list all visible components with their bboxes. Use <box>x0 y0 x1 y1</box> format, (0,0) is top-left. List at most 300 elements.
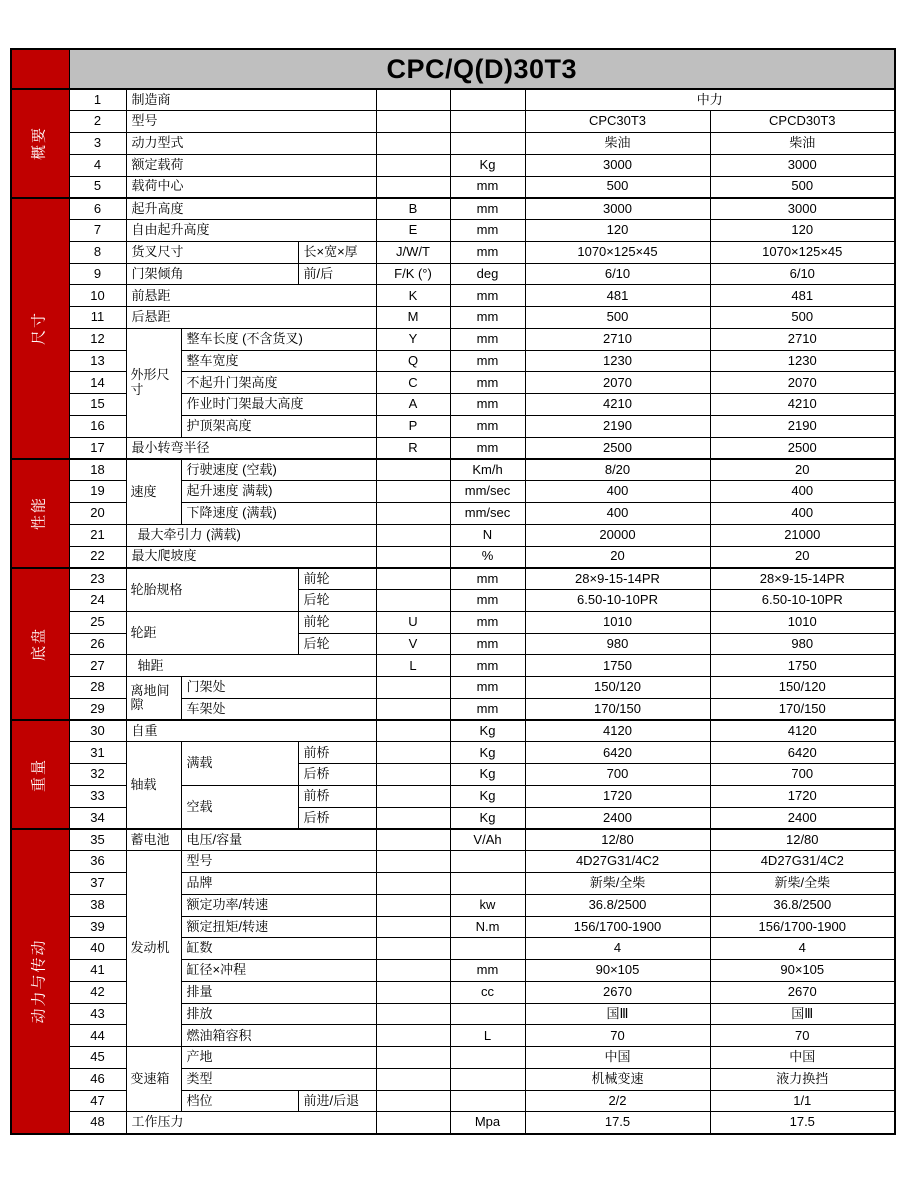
unit-cell: mm <box>450 285 525 307</box>
symbol-cell: C <box>376 372 450 394</box>
unit-cell <box>450 1090 525 1112</box>
table-row <box>11 611 895 633</box>
row-number: 30 <box>69 720 126 742</box>
symbol-cell: U <box>376 611 450 633</box>
value-cpcd30t3: 1070×125×45 <box>710 241 895 263</box>
spec-name: 额定载荷 <box>126 154 376 176</box>
unit-cell: Kg <box>450 742 525 764</box>
value-cpcd30t3: 1010 <box>710 611 895 633</box>
symbol-cell: M <box>376 307 450 329</box>
unit-cell: mm <box>450 655 525 677</box>
section-label-text: 尺寸 <box>30 311 48 346</box>
symbol-cell: Q <box>376 350 450 372</box>
table-row <box>11 133 895 155</box>
spec-name: 动力型式 <box>126 133 376 155</box>
row-number: 35 <box>69 829 126 851</box>
value-cpcd30t3: 3000 <box>710 198 895 220</box>
row-number: 4 <box>69 154 126 176</box>
value-cpc30t3: 2400 <box>525 807 710 829</box>
group-label: 轮胎规格 <box>126 568 298 612</box>
value-cpcd30t3: 6.50-10-10PR <box>710 590 895 612</box>
symbol-cell <box>376 524 450 546</box>
value-cpc30t3: 2/2 <box>525 1090 710 1112</box>
value-cpcd30t3: 20 <box>710 546 895 568</box>
value-cpcd30t3: 中国 <box>710 1047 895 1069</box>
value-cpcd30t3: 液力换挡 <box>710 1068 895 1090</box>
value-cpcd30t3: 17.5 <box>710 1112 895 1134</box>
unit-cell: mm/sec <box>450 481 525 503</box>
title-row <box>11 49 895 89</box>
spec-name: 货叉尺寸 <box>126 241 298 263</box>
unit-cell: L <box>450 1025 525 1047</box>
unit-cell: deg <box>450 263 525 285</box>
subgroup-label: 空载 <box>181 786 298 830</box>
unit-cell: mm <box>450 677 525 699</box>
unit-cell <box>450 89 525 111</box>
section-label-text: 性能 <box>30 496 48 531</box>
row-number: 33 <box>69 786 126 808</box>
symbol-cell <box>376 481 450 503</box>
spec-name: 型号 <box>126 111 376 133</box>
unit-cell <box>450 851 525 873</box>
table-row <box>11 655 895 677</box>
value-cpc30t3: 3000 <box>525 154 710 176</box>
symbol-cell: P <box>376 415 450 437</box>
value-cpc30t3: 500 <box>525 307 710 329</box>
unit-cell: mm <box>450 220 525 242</box>
unit-cell: N <box>450 524 525 546</box>
spec-name: 门架处 <box>181 677 376 699</box>
value-cpcd30t3: 1/1 <box>710 1090 895 1112</box>
table-row <box>11 89 895 111</box>
symbol-cell <box>376 981 450 1003</box>
value-cpc30t3: 4 <box>525 938 710 960</box>
value-cpc30t3: 国Ⅲ <box>525 1003 710 1025</box>
symbol-cell <box>376 176 450 198</box>
spec-name: 行驶速度 (空载) <box>181 459 376 481</box>
value-cpc30t3: CPC30T3 <box>525 111 710 133</box>
value-cpcd30t3: 2400 <box>710 807 895 829</box>
value-cpcd30t3: 400 <box>710 481 895 503</box>
symbol-cell <box>376 786 450 808</box>
unit-cell: mm <box>450 960 525 982</box>
unit-cell: mm <box>450 307 525 329</box>
unit-cell <box>450 873 525 895</box>
symbol-cell <box>376 764 450 786</box>
unit-cell: Kg <box>450 786 525 808</box>
value-cpc30t3: 17.5 <box>525 1112 710 1134</box>
row-number: 7 <box>69 220 126 242</box>
symbol-cell: E <box>376 220 450 242</box>
spec-name: 门架倾角 <box>126 263 298 285</box>
spec-name: 自重 <box>126 720 376 742</box>
corner-cell <box>11 49 69 89</box>
value-cpcd30t3: 新柴/全柴 <box>710 873 895 895</box>
value-cpc30t3: 1070×125×45 <box>525 241 710 263</box>
value-cpc30t3: 6/10 <box>525 263 710 285</box>
spec-name: 缸径×冲程 <box>181 960 376 982</box>
unit-cell: Kg <box>450 154 525 176</box>
table-row <box>11 829 895 851</box>
value-cpc30t3: 20000 <box>525 524 710 546</box>
symbol-cell <box>376 568 450 590</box>
value-cpcd30t3: 6/10 <box>710 263 895 285</box>
section-label <box>11 720 69 829</box>
value-cpcd30t3: 4210 <box>710 394 895 416</box>
row-number: 22 <box>69 546 126 568</box>
symbol-cell <box>376 89 450 111</box>
value-cpc30t3: 4210 <box>525 394 710 416</box>
value-cpc30t3: 2500 <box>525 437 710 459</box>
unit-cell: mm <box>450 590 525 612</box>
row-number: 9 <box>69 263 126 285</box>
unit-cell <box>450 938 525 960</box>
spec-name: 起升高度 <box>126 198 376 220</box>
spec-name: 不起升门架高度 <box>181 372 376 394</box>
value-cpcd30t3: 156/1700-1900 <box>710 916 895 938</box>
symbol-cell <box>376 1047 450 1069</box>
spec-name: 额定功率/转速 <box>181 894 376 916</box>
value-cpcd30t3: 1720 <box>710 786 895 808</box>
symbol-cell: B <box>376 198 450 220</box>
spec-name: 自由起升高度 <box>126 220 376 242</box>
row-number: 5 <box>69 176 126 198</box>
spec-name: 最小转弯半径 <box>126 437 376 459</box>
value-cpc30t3: 2190 <box>525 415 710 437</box>
value-cpcd30t3: 1750 <box>710 655 895 677</box>
value-cpcd30t3: 国Ⅲ <box>710 1003 895 1025</box>
row-number: 20 <box>69 503 126 525</box>
value-cpc30t3: 150/120 <box>525 677 710 699</box>
unit-cell: mm <box>450 437 525 459</box>
table-row <box>11 720 895 742</box>
row-number: 26 <box>69 633 126 655</box>
symbol-cell <box>376 938 450 960</box>
row-number: 27 <box>69 655 126 677</box>
value-cpcd30t3: 500 <box>710 307 895 329</box>
value-cpc30t3: 2070 <box>525 372 710 394</box>
spec-name: 产地 <box>181 1047 376 1069</box>
value-cpc30t3: 1750 <box>525 655 710 677</box>
value-cpcd30t3: 980 <box>710 633 895 655</box>
row-number: 34 <box>69 807 126 829</box>
unit-cell: kw <box>450 894 525 916</box>
symbol-cell <box>376 720 450 742</box>
unit-cell: Mpa <box>450 1112 525 1134</box>
spec-name: 排放 <box>181 1003 376 1025</box>
value-cpcd30t3: 3000 <box>710 154 895 176</box>
symbol-cell: J/W/T <box>376 241 450 263</box>
value-cpc30t3: 36.8/2500 <box>525 894 710 916</box>
spec-name: 额定扭矩/转速 <box>181 916 376 938</box>
value-cpcd30t3: 4D27G31/4C2 <box>710 851 895 873</box>
symbol-cell <box>376 851 450 873</box>
table-row <box>11 220 895 242</box>
value-cpc30t3: 120 <box>525 220 710 242</box>
value-cpc30t3: 新柴/全柴 <box>525 873 710 895</box>
spec-name: 品牌 <box>181 873 376 895</box>
unit-cell: N.m <box>450 916 525 938</box>
spec-name: 最大牵引力 (满载) <box>126 524 376 546</box>
unit-cell: mm <box>450 611 525 633</box>
sub-label: 前轮 <box>298 611 376 633</box>
symbol-cell <box>376 916 450 938</box>
row-number: 1 <box>69 89 126 111</box>
spec-name: 工作压力 <box>126 1112 376 1134</box>
unit-cell: Kg <box>450 764 525 786</box>
value-cpcd30t3: 500 <box>710 176 895 198</box>
row-number: 11 <box>69 307 126 329</box>
symbol-cell <box>376 742 450 764</box>
row-number: 43 <box>69 1003 126 1025</box>
value-cpcd30t3: 6420 <box>710 742 895 764</box>
symbol-cell: R <box>376 437 450 459</box>
unit-cell: % <box>450 546 525 568</box>
group-label: 发动机 <box>126 851 181 1047</box>
row-number: 21 <box>69 524 126 546</box>
value-cpc30t3: 400 <box>525 481 710 503</box>
row-number: 36 <box>69 851 126 873</box>
unit-cell: mm <box>450 394 525 416</box>
sub-label: 前进/后退 <box>298 1090 376 1112</box>
value-cpcd30t3: 28×9-15-14PR <box>710 568 895 590</box>
spec-name: 缸数 <box>181 938 376 960</box>
value-cpcd30t3: 481 <box>710 285 895 307</box>
row-number: 46 <box>69 1068 126 1090</box>
value-cpc30t3: 1720 <box>525 786 710 808</box>
symbol-cell: A <box>376 394 450 416</box>
symbol-cell <box>376 1112 450 1134</box>
section-label <box>11 459 69 568</box>
table-row <box>11 742 895 764</box>
page-title: CPC/Q(D)30T3 <box>69 49 895 89</box>
row-number: 29 <box>69 698 126 720</box>
value-cpc30t3: 481 <box>525 285 710 307</box>
value-cpcd30t3: 150/120 <box>710 677 895 699</box>
symbol-cell <box>376 503 450 525</box>
value-cpc30t3: 机械变速 <box>525 1068 710 1090</box>
symbol-cell <box>376 960 450 982</box>
table-row <box>11 307 895 329</box>
spec-name: 类型 <box>181 1068 376 1090</box>
value-cpc30t3: 中国 <box>525 1047 710 1069</box>
value-cpc30t3: 1010 <box>525 611 710 633</box>
symbol-cell <box>376 1090 450 1112</box>
row-number: 42 <box>69 981 126 1003</box>
value-cpc30t3: 980 <box>525 633 710 655</box>
table-row <box>11 524 895 546</box>
unit-cell: mm <box>450 328 525 350</box>
value-cpc30t3: 12/80 <box>525 829 710 851</box>
row-number: 38 <box>69 894 126 916</box>
symbol-cell: K <box>376 285 450 307</box>
unit-cell: mm <box>450 415 525 437</box>
group-label: 轮距 <box>126 611 298 655</box>
symbol-cell <box>376 698 450 720</box>
value-both-models: 中力 <box>525 89 895 111</box>
value-cpcd30t3: 2500 <box>710 437 895 459</box>
value-cpc30t3: 28×9-15-14PR <box>525 568 710 590</box>
section-label <box>11 568 69 720</box>
symbol-cell <box>376 829 450 851</box>
table-row <box>11 285 895 307</box>
value-cpcd30t3: CPCD30T3 <box>710 111 895 133</box>
row-number: 48 <box>69 1112 126 1134</box>
row-number: 40 <box>69 938 126 960</box>
group-label: 速度 <box>126 459 181 524</box>
section-label-text: 底盘 <box>30 627 48 662</box>
subgroup-label: 满载 <box>181 742 298 786</box>
spec-name: 护顶架高度 <box>181 415 376 437</box>
value-cpc30t3: 4D27G31/4C2 <box>525 851 710 873</box>
group-label: 变速箱 <box>126 1047 181 1112</box>
value-cpc30t3: 柴油 <box>525 133 710 155</box>
section-label <box>11 89 69 198</box>
table-row <box>11 459 895 481</box>
symbol-cell <box>376 1003 450 1025</box>
table-row <box>11 568 895 590</box>
value-cpcd30t3: 1230 <box>710 350 895 372</box>
value-cpcd30t3: 120 <box>710 220 895 242</box>
sub-label: 后桥 <box>298 807 376 829</box>
table-row <box>11 328 895 350</box>
section-label <box>11 829 69 1134</box>
table-row <box>11 546 895 568</box>
row-number: 8 <box>69 241 126 263</box>
section-label <box>11 198 69 459</box>
row-number: 3 <box>69 133 126 155</box>
row-number: 13 <box>69 350 126 372</box>
spec-name: 排量 <box>181 981 376 1003</box>
row-number: 47 <box>69 1090 126 1112</box>
value-cpc30t3: 170/150 <box>525 698 710 720</box>
symbol-cell <box>376 459 450 481</box>
spec-name: 电压/容量 <box>181 829 376 851</box>
row-number: 31 <box>69 742 126 764</box>
table-row <box>11 1047 895 1069</box>
row-number: 32 <box>69 764 126 786</box>
value-cpc30t3: 4120 <box>525 720 710 742</box>
row-number: 19 <box>69 481 126 503</box>
value-cpcd30t3: 4 <box>710 938 895 960</box>
value-cpc30t3: 6420 <box>525 742 710 764</box>
unit-cell: mm <box>450 568 525 590</box>
value-cpcd30t3: 700 <box>710 764 895 786</box>
value-cpc30t3: 8/20 <box>525 459 710 481</box>
row-number: 39 <box>69 916 126 938</box>
table-row <box>11 176 895 198</box>
sub-label: 长×宽×厚 <box>298 241 376 263</box>
value-cpc30t3: 400 <box>525 503 710 525</box>
sub-label: 后轮 <box>298 633 376 655</box>
spec-name: 车架处 <box>181 698 376 720</box>
symbol-cell: Y <box>376 328 450 350</box>
group-label: 蓄电池 <box>126 829 181 851</box>
row-number: 23 <box>69 568 126 590</box>
spec-name: 起升速度 满载) <box>181 481 376 503</box>
value-cpc30t3: 20 <box>525 546 710 568</box>
value-cpcd30t3: 36.8/2500 <box>710 894 895 916</box>
value-cpcd30t3: 4120 <box>710 720 895 742</box>
symbol-cell: L <box>376 655 450 677</box>
value-cpcd30t3: 400 <box>710 503 895 525</box>
table-row <box>11 241 895 263</box>
row-number: 45 <box>69 1047 126 1069</box>
value-cpc30t3: 2710 <box>525 328 710 350</box>
spec-name: 制造商 <box>126 89 376 111</box>
row-number: 17 <box>69 437 126 459</box>
unit-cell: mm <box>450 698 525 720</box>
section-label-text: 动力与传动 <box>30 938 48 1024</box>
row-number: 10 <box>69 285 126 307</box>
spec-name: 档位 <box>181 1090 298 1112</box>
symbol-cell: F/K (°) <box>376 263 450 285</box>
value-cpcd30t3: 20 <box>710 459 895 481</box>
row-number: 16 <box>69 415 126 437</box>
symbol-cell <box>376 1068 450 1090</box>
spec-name: 燃油箱容积 <box>181 1025 376 1047</box>
value-cpcd30t3: 170/150 <box>710 698 895 720</box>
row-number: 24 <box>69 590 126 612</box>
spec-name: 整车长度 (不含货叉) <box>181 328 376 350</box>
unit-cell <box>450 1047 525 1069</box>
sub-label: 后桥 <box>298 764 376 786</box>
spec-name: 下降速度 (满载) <box>181 503 376 525</box>
row-number: 44 <box>69 1025 126 1047</box>
value-cpc30t3: 2670 <box>525 981 710 1003</box>
value-cpc30t3: 70 <box>525 1025 710 1047</box>
spec-name: 整车宽度 <box>181 350 376 372</box>
symbol-cell <box>376 677 450 699</box>
row-number: 15 <box>69 394 126 416</box>
symbol-cell <box>376 546 450 568</box>
value-cpc30t3: 156/1700-1900 <box>525 916 710 938</box>
unit-cell: mm <box>450 372 525 394</box>
sub-label: 前/后 <box>298 263 376 285</box>
table-row <box>11 851 895 873</box>
spec-name: 后悬距 <box>126 307 376 329</box>
value-cpc30t3: 500 <box>525 176 710 198</box>
group-label: 离地间隙 <box>126 677 181 721</box>
spec-name: 最大爬坡度 <box>126 546 376 568</box>
spec-sheet <box>10 48 896 1135</box>
value-cpcd30t3: 90×105 <box>710 960 895 982</box>
symbol-cell <box>376 894 450 916</box>
section-label-text: 概要 <box>30 126 48 161</box>
value-cpcd30t3: 2710 <box>710 328 895 350</box>
unit-cell: mm/sec <box>450 503 525 525</box>
table-row <box>11 263 895 285</box>
group-label: 外形尺寸 <box>126 328 181 437</box>
symbol-cell <box>376 590 450 612</box>
value-cpc30t3: 90×105 <box>525 960 710 982</box>
unit-cell <box>450 111 525 133</box>
row-number: 18 <box>69 459 126 481</box>
table-row <box>11 198 895 220</box>
row-number: 6 <box>69 198 126 220</box>
value-cpcd30t3: 70 <box>710 1025 895 1047</box>
unit-cell: Kg <box>450 720 525 742</box>
table-row <box>11 437 895 459</box>
sub-label: 前桥 <box>298 786 376 808</box>
sub-label: 前桥 <box>298 742 376 764</box>
row-number: 41 <box>69 960 126 982</box>
sub-label: 后轮 <box>298 590 376 612</box>
spec-name: 型号 <box>181 851 376 873</box>
unit-cell: cc <box>450 981 525 1003</box>
section-label-text: 重量 <box>30 757 48 792</box>
row-number: 14 <box>69 372 126 394</box>
